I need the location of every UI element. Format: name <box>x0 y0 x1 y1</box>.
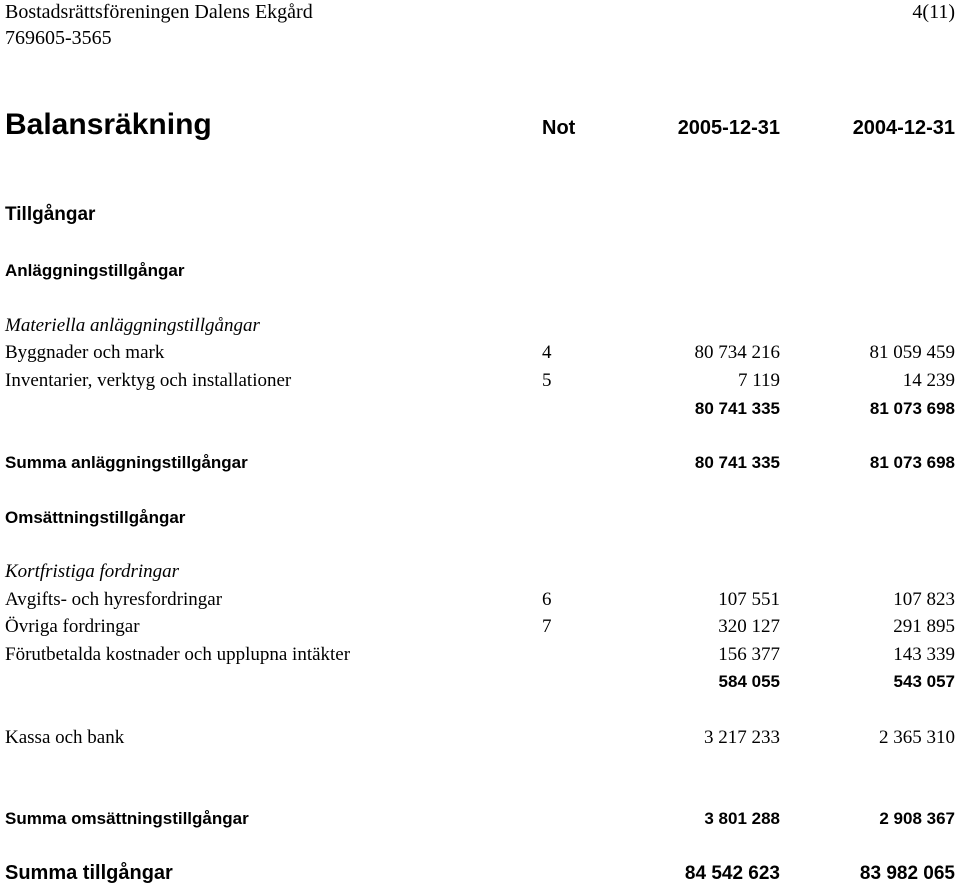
row-note-other-receivables: 7 <box>542 616 552 637</box>
row-note-buildings: 4 <box>542 342 552 363</box>
sum-2005-current-assets: 3 801 288 <box>704 809 780 828</box>
row-label-fees-receivables: Avgifts- och hyresfordringar <box>5 589 223 610</box>
row-value-2004-fees-receivables: 107 823 <box>893 589 955 610</box>
row-value-2004-equipment: 14 239 <box>902 370 955 391</box>
sum-2004-fixed-assets: 81 073 698 <box>869 453 955 472</box>
row-value-2004-buildings: 81 059 459 <box>869 342 955 363</box>
sum-2005-total-assets: 84 542 623 <box>684 863 780 884</box>
section-heading-assets: Tillgångar <box>5 204 96 225</box>
row-value-2004-other-receivables: 291 895 <box>893 616 955 637</box>
row-value-2005-cash: 3 217 233 <box>704 727 780 748</box>
row-label-other-receivables: Övriga fordringar <box>5 616 140 637</box>
row-value-2005-equipment: 7 119 <box>737 370 780 391</box>
row-label-cash: Kassa och bank <box>5 727 125 748</box>
subsection-heading-short-receivables: Kortfristiga fordringar <box>5 561 180 582</box>
page-title: Balansräkning <box>5 108 212 141</box>
subtotal-2005-receivables: 584 055 <box>718 672 780 691</box>
section-heading-fixed-assets: Anläggningstillgångar <box>5 261 185 280</box>
row-value-2005-buildings: 80 734 216 <box>694 342 780 363</box>
page-number: 4(11) <box>912 1 955 23</box>
row-value-2004-prepaid: 143 339 <box>893 644 955 665</box>
organization-name: Bostadsrättsföreningen Dalens Ekgård <box>5 1 313 23</box>
section-heading-current-assets: Omsättningstillgångar <box>5 508 186 527</box>
row-value-2004-cash: 2 365 310 <box>879 727 955 748</box>
subtotal-2004-receivables: 543 057 <box>893 672 955 691</box>
column-header-2005: 2005-12-31 <box>677 117 780 139</box>
subtotal-2005-tangible: 80 741 335 <box>694 399 780 418</box>
row-value-2005-other-receivables: 320 127 <box>718 616 780 637</box>
row-label-prepaid: Förutbetalda kostnader och upplupna intäkter <box>5 644 351 665</box>
subsection-heading-tangible: Materiella anläggningstillgångar <box>5 315 260 336</box>
row-label-equipment: Inventarier, verktyg och installationer <box>5 370 292 391</box>
row-label-buildings: Byggnader och mark <box>5 342 165 363</box>
row-note-equipment: 5 <box>542 370 552 391</box>
sum-2004-current-assets: 2 908 367 <box>879 809 955 828</box>
column-header-note: Not <box>542 117 576 139</box>
sum-2005-fixed-assets: 80 741 335 <box>694 453 780 472</box>
organization-number: 769605-3565 <box>5 27 112 49</box>
row-note-fees-receivables: 6 <box>542 589 552 610</box>
row-value-2005-prepaid: 156 377 <box>718 644 780 665</box>
column-header-2004: 2004-12-31 <box>852 117 955 139</box>
subtotal-2004-tangible: 81 073 698 <box>869 399 955 418</box>
row-value-2005-fees-receivables: 107 551 <box>718 589 780 610</box>
sum-2004-total-assets: 83 982 065 <box>859 863 955 884</box>
sum-label-fixed-assets: Summa anläggningstillgångar <box>5 453 248 472</box>
sum-label-total-assets: Summa tillgångar <box>5 862 173 884</box>
sum-label-current-assets: Summa omsättningstillgångar <box>5 809 249 828</box>
